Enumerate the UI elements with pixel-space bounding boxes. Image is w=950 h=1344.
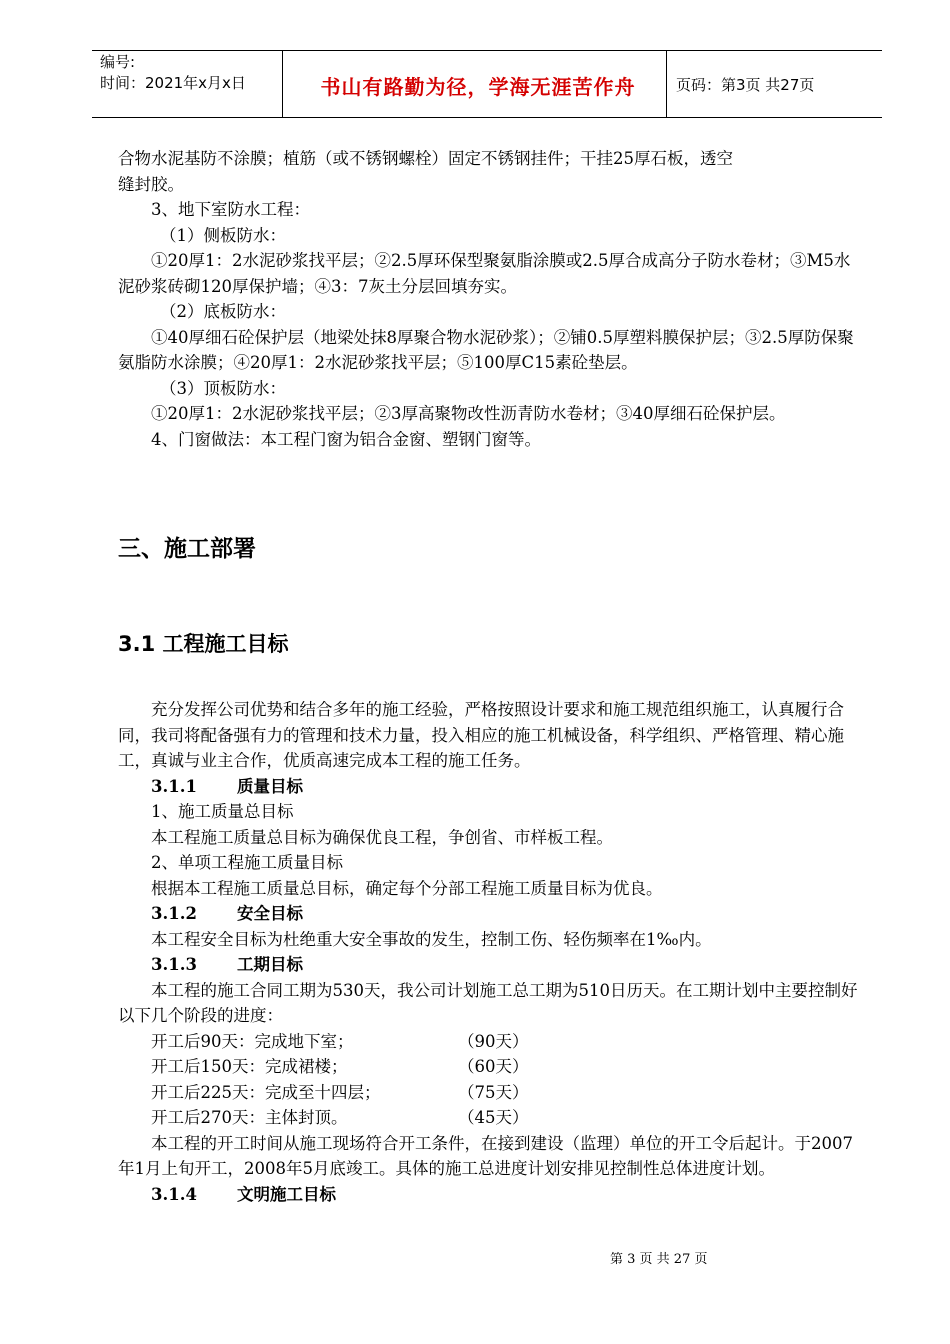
- quality-title: 质量目标: [237, 776, 303, 796]
- section-body: [118, 697, 860, 1207]
- roof-title: （3）顶板防水：: [160, 378, 286, 398]
- code-label: 编号:: [100, 53, 136, 71]
- time-label: 时间：2021年x月x日: [100, 74, 246, 92]
- stage-days: （60天）: [458, 1057, 529, 1076]
- stage-desc: 开工后270天：主体封顶。: [151, 1108, 348, 1127]
- stage-desc: 开工后90天：完成地下室；: [151, 1031, 354, 1051]
- quality-item: 1、施工质量总目标: [151, 802, 294, 821]
- civil-title: 文明施工目标: [237, 1184, 336, 1204]
- schedule-title: 工期目标: [237, 955, 303, 974]
- door-window-text: 4、门窗做法：本工程门窗为铝合金窗、塑钢门窗等。: [151, 429, 541, 449]
- safety-text: 本工程安全目标为杜绝重大安全事故的发生，控制工伤、轻伤频率在1‰内。: [151, 929, 712, 949]
- schedule-stage: [118, 1054, 860, 1080]
- header-top-rule: [92, 50, 882, 51]
- header-divider-right: [666, 50, 667, 117]
- safety-num: 3.1.2: [151, 904, 197, 923]
- stage-days: （75天）: [458, 1082, 529, 1102]
- side-text: ①20厚1：2水泥砂浆找平层；②2.5厚环保型聚氨脂涂膜或2.5厚合成高分子防水卷材；③M5水泥砂浆砖砌120厚保护墙；④3：7灰土分层回填夯实。: [118, 251, 851, 296]
- schedule-heading: [118, 952, 860, 978]
- quality-item: 本工程施工质量总目标为确保优良工程，争创省、市样板工程。: [151, 827, 613, 847]
- header-motto: 书山有路勤为径，学海无涯苦作舟: [320, 75, 636, 99]
- basement-title: 3、地下室防水工程：: [151, 200, 310, 219]
- quality-num: 3.1.1: [151, 776, 197, 796]
- bottom-title: （2）底板防水：: [160, 302, 286, 321]
- quality-item: 2、单项工程施工质量目标: [151, 853, 343, 872]
- schedule-stage: [118, 1105, 860, 1131]
- schedule-num: 3.1.3: [151, 955, 197, 974]
- section-subheading: 3.1 工程施工目标: [118, 632, 289, 656]
- stage-days: （90天）: [458, 1031, 529, 1051]
- roof-text: ①20厚1：2水泥砂浆找平层；②3厚高聚物改性沥青防水卷材；③40厚细石砼保护层。: [151, 404, 786, 423]
- header-page-info: 页码：第3页 共27页: [676, 76, 815, 94]
- stage-days: （45天）: [458, 1108, 529, 1127]
- body-line: 合物水泥基防不涂膜；植筋（或不锈钢螺栓）固定不锈钢挂件；干挂25厚石板，透空: [118, 149, 733, 168]
- civil-heading: [118, 1182, 860, 1208]
- schedule-intro: 本工程的施工合同工期为530天，我公司计划施工总工期为510日历天。在工期计划中主要控制好以下几个阶段的进度：: [118, 980, 858, 1025]
- body-line: 缝封胶。: [118, 174, 184, 194]
- civil-num: 3.1.4: [151, 1184, 197, 1204]
- body-upper: [118, 146, 860, 452]
- page-footer: 第 3 页 共 27 页: [610, 1252, 708, 1267]
- bottom-text: ①40厚细石砼保护层（地梁处抹8厚聚合物水泥砂浆）；②铺0.5厚塑料膜保护层；③2.5厚防保聚氨脂防水涂膜；④20厚1：2水泥砂浆找平层；⑤100厚C15素砼垫层。: [118, 327, 854, 372]
- stage-desc: 开工后150天：完成裙楼；: [151, 1057, 348, 1076]
- intro-paragraph: 充分发挥公司优势和结合多年的施工经验，严格按照设计要求和施工规范组织施工，认真履行合同，我司将配备强有力的管理和技术力量，投入相应的施工机械设备，科学组织、严格管理、精心施工，真诚与业主合作，优质高速完成本工程的施工任务。: [118, 700, 844, 770]
- safety-heading: [118, 901, 860, 927]
- schedule-outro: 本工程的开工时间从施工现场符合开工条件，在接到建设（监理）单位的开工令后起计。于2007年1月上旬开工，2008年5月底竣工。具体的施工总进度计划安排见控制性总体进度计划。: [118, 1133, 853, 1178]
- header-bottom-rule: [92, 117, 882, 118]
- quality-heading: [118, 774, 860, 800]
- side-title: （1）侧板防水：: [160, 225, 286, 245]
- quality-item: 根据本工程施工质量总目标，确定每个分部工程施工质量目标为优良。: [151, 878, 663, 898]
- stage-desc: 开工后225天：完成至十四层；: [151, 1082, 381, 1102]
- header-meta: [100, 52, 246, 94]
- schedule-stage: [118, 1080, 860, 1106]
- section-heading: 三、施工部署: [118, 536, 256, 562]
- schedule-stage: [118, 1029, 860, 1055]
- header-divider-left: [282, 50, 283, 117]
- safety-title: 安全目标: [237, 904, 303, 923]
